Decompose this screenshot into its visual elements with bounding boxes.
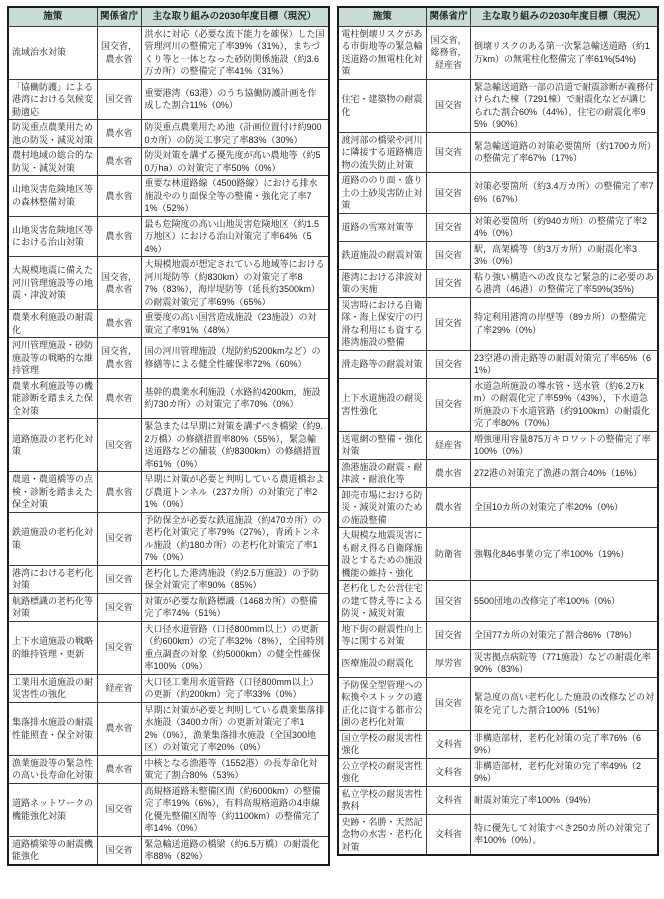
measure-cell: 漁港施設の耐震・耐津波・耐浪化等: [338, 459, 427, 487]
ministry-cell: 国交省: [97, 621, 141, 674]
measure-cell: 鉄道施設の老朽化対策: [8, 512, 97, 565]
table-row: [338, 730, 659, 758]
measure-cell: 送電網の整備・強化対策: [338, 431, 427, 459]
measure-cell: 予防保全型管理への転換やストックの適正化に資する都市公園の老朽化対策: [338, 677, 427, 730]
ministry-cell: 国交省: [97, 593, 141, 621]
measure-cell: 港湾における津波対策の実施: [338, 269, 427, 297]
ministry-cell: 農水省: [427, 459, 471, 487]
table-row: [8, 702, 329, 755]
table-row: [8, 378, 329, 419]
measure-cell: 国立学校の耐災害性強化: [338, 730, 427, 758]
table-row: [338, 378, 659, 431]
target-cell: 対策必要箇所（約940カ所）の整備完了率24%（0%）: [471, 213, 659, 241]
table-row: [8, 338, 329, 379]
target-cell: 重要な林道路線（4500路線）における排水施設やのり面保全等の整備・強化完了率71%（52%）: [141, 176, 329, 217]
measure-cell: 道路ののり面・盛り土の土砂災害防止対策: [338, 173, 427, 214]
table-row: [338, 269, 659, 297]
ministry-cell: 農水省: [97, 702, 141, 755]
table-row: [338, 132, 659, 173]
table-row: [338, 79, 659, 132]
ministry-cell: 農水省: [97, 472, 141, 513]
target-cell: 23空港の滑走路等の耐震対策完了率65%（61%）: [471, 350, 659, 378]
target-cell: 緊急輸送道路一部の沿道で耐震診断が義務付けられた棟（7291棟）で耐震化などが講じられた割合60%（44%），住宅の耐震化率95%（90%）: [471, 79, 659, 132]
ministry-cell: 国交省: [97, 565, 141, 593]
measure-cell: 道路の雪寒対策等: [338, 213, 427, 241]
target-cell: 大口径水道管路（口径800mm以上）の更新（約600km）の完了率32%（8%），全国特別重点調査の対象（約5000km）の健全性確保率100%（0%）: [141, 621, 329, 674]
measure-cell: 「協働防護」による港湾における気候変動適応: [8, 79, 97, 120]
ministry-cell: 農水省: [97, 310, 141, 338]
measure-cell: 史跡・名勝・天然記念物の水害・老朽化対策: [338, 814, 427, 855]
ministry-cell: 国交省: [427, 269, 471, 297]
measure-cell: 卸売市場における防災・減災対策のための施設整備: [338, 487, 427, 528]
table-row: [338, 621, 659, 649]
table-row: [8, 783, 329, 836]
table-row: [8, 419, 329, 472]
table-row: [8, 148, 329, 176]
target-cell: 非構造部材，老朽化対策の完了率49%（29%）: [471, 758, 659, 786]
target-cell: 272港の対策完了漁港の割合40%（16%）: [471, 459, 659, 487]
column-header-ministry: 関係省庁: [427, 7, 471, 26]
table-row: [8, 565, 329, 593]
ministry-cell: 文科省: [427, 814, 471, 855]
table-row: [338, 487, 659, 528]
target-cell: 基幹的農業水利施設（水路約4200km，施設約730カ所）の対策完了率70%（0%）: [141, 378, 329, 419]
measure-cell: 公立学校の耐災害性強化: [338, 758, 427, 786]
target-cell: 全国77カ所の対策完了割合86%（78%）: [471, 621, 659, 649]
ministry-cell: 農水省: [427, 487, 471, 528]
measure-cell: 渡河部の橋梁や河川に隣接する道路構造物の流失防止対策: [338, 132, 427, 173]
table-row: [8, 216, 329, 257]
table-row: [338, 241, 659, 269]
target-cell: 洪水に対応（必要な流下能力を確保）した国管理河川の整備完了率39%（31%），まちづくり等と一体となった砂防関係施設（約3.6万カ所）の整備完了率41%（31%）: [141, 26, 329, 79]
ministry-cell: 農水省: [97, 148, 141, 176]
target-cell: 水道急所施設の導水管・送水管（約6.2万km）の耐震化完了率59%（43%），下水道急所施設の下水道管路（約9100km）の耐震化完了率80%（70%）: [471, 378, 659, 431]
target-cell: 重要度の高い国営造成施設（23施設）の対策完了率91%（48%）: [141, 310, 329, 338]
table-row: [338, 581, 659, 622]
target-cell: 全国10カ所の対策完了率20%（0%）: [471, 487, 659, 528]
measure-cell: 山地災害危険地区等の森林整備対策: [8, 176, 97, 217]
measure-cell: 鉄道施設の耐震対策: [338, 241, 427, 269]
table-row: [8, 674, 329, 702]
target-cell: 対策必要箇所（約3.4万カ所）の整備完了率76%（67%）: [471, 173, 659, 214]
target-cell: 非構造部材，老朽化対策の完了率76%（69%）: [471, 730, 659, 758]
measure-cell: 航路標識の老朽化等対策: [8, 593, 97, 621]
ministry-cell: 国交省: [97, 783, 141, 836]
target-cell: 強靱化846事業の完了率100%（19%）: [471, 528, 659, 581]
measure-cell: 私立学校の耐災害性教科: [338, 786, 427, 814]
table-row: [338, 173, 659, 214]
target-cell: 高規格道路未整備区間（約6000km）の整備完了率19%（6%），有料高規格道路の4車線化優先整備区間等（約1100km）の整備完了率14%（0%）: [141, 783, 329, 836]
ministry-cell: 経産省: [427, 431, 471, 459]
ministry-cell: 国交省，総務省，経産省: [427, 26, 471, 79]
measure-cell: 上下水道施設の耐災害性強化: [338, 378, 427, 431]
measure-cell: 農業水利施設の耐震化: [8, 310, 97, 338]
table-header-row: [338, 7, 659, 26]
ministry-cell: 国交省: [427, 350, 471, 378]
target-cell: 緊急輸送道路の橋梁（約6.5万橋）の耐震化率88%（82%）: [141, 836, 329, 865]
table-row: [338, 786, 659, 814]
ministry-cell: 厚労省: [427, 649, 471, 677]
ministry-cell: 国交省: [427, 677, 471, 730]
column-header-measure: 施策: [8, 7, 97, 26]
measure-cell: 道路橋梁等の耐震機能強化: [8, 836, 97, 865]
ministry-cell: 国交省: [427, 297, 471, 350]
ministry-cell: 国交省: [427, 378, 471, 431]
target-cell: 重要港湾（63港）のうち協働防護計画を作成した割合11%（0%）: [141, 79, 329, 120]
column-header-ministry: 関係省庁: [97, 7, 141, 26]
measure-cell: 災害時における自衛隊・海上保安庁の円滑な利用にも資する港湾施設の整備: [338, 297, 427, 350]
target-cell: 駅，高架橋等（約3万カ所）の耐震化率33%（0%）: [471, 241, 659, 269]
table-row: [338, 649, 659, 677]
ministry-cell: 国交省，農水省: [97, 338, 141, 379]
measure-cell: 上下水道施設の戦略的維持管理・更新: [8, 621, 97, 674]
measure-cell: 道路ネットワークの機能強化対策: [8, 783, 97, 836]
table-row: [8, 593, 329, 621]
target-cell: 特に優先して対策すべき250カ所の対策完了率100%（0%）。: [471, 814, 659, 855]
table-row: [8, 512, 329, 565]
ministry-cell: 国交省，農水省: [97, 257, 141, 310]
ministry-cell: 文科省: [427, 758, 471, 786]
target-cell: 防災対策を講ずる優先度が高い農地等（約50万ha）の対策完了率50%（0%）: [141, 148, 329, 176]
ministry-cell: 農水省: [97, 176, 141, 217]
target-cell: 増強運用容量875万キロワットの整備完了率100%（0%）: [471, 431, 659, 459]
table-row: [338, 431, 659, 459]
table-row: [338, 297, 659, 350]
measure-cell: 滑走路等の耐震対策: [338, 350, 427, 378]
target-cell: 国の河川管理施設（堤防約5200kmなど）の修繕等による健全性確保率72%（60%）: [141, 338, 329, 379]
ministry-cell: 国交省: [427, 241, 471, 269]
measure-cell: 医療施設の耐震化: [338, 649, 427, 677]
ministry-cell: 国交省: [427, 621, 471, 649]
target-cell: 緊急度の高い老朽化した施設の改修などの対策を完了した割合100%（51%）: [471, 677, 659, 730]
measure-cell: 農村地域の総合的な防災・減災対策: [8, 148, 97, 176]
target-cell: 5500団地の改修完了率100%（0%）: [471, 581, 659, 622]
ministry-cell: 防衛省: [427, 528, 471, 581]
table-row: [8, 472, 329, 513]
ministry-cell: 国交省: [427, 213, 471, 241]
table-row: [338, 213, 659, 241]
target-cell: 大口径工業用水道管路（口径800mm以上）の更新（約200km）完了率33%（0%）: [141, 674, 329, 702]
ministry-cell: 農水省: [97, 120, 141, 148]
table-row: [338, 758, 659, 786]
ministry-cell: 国交省: [97, 419, 141, 472]
measure-cell: 道路施設の老朽化対策: [8, 419, 97, 472]
measure-cell: 漁業施設等の緊急性の高い長寿命化対策: [8, 755, 97, 783]
ministry-cell: 国交省: [427, 132, 471, 173]
ministry-cell: 国交省: [427, 581, 471, 622]
ministry-cell: 農水省: [97, 216, 141, 257]
measure-cell: 流域治水対策: [8, 26, 97, 79]
measure-cell: 大規模な地震災害にも耐え得る自衛隊施設とするための施設機能の維持・強化: [338, 528, 427, 581]
measures-table-left: [7, 6, 330, 866]
measure-cell: 農道・農道橋等の点検・診断を踏まえた保全対策: [8, 472, 97, 513]
target-cell: 緊急または早期に対策を講ずべき橋梁（約9.2万橋）の修繕措置率80%（55%），緊急輸送道路などの舗装（約8300km）の修繕措置率61%（0%）: [141, 419, 329, 472]
column-header-measure: 施策: [338, 7, 427, 26]
measure-cell: 河川管理施設・砂防施設等の戦略的な維持管理: [8, 338, 97, 379]
target-cell: 特定利用港湾の岸壁等（89カ所）の整備完了率29%（0%）: [471, 297, 659, 350]
target-cell: 災害拠点病院等（771施設）などの耐震化率90%（83%）: [471, 649, 659, 677]
measure-cell: 山地災害危険地区等における治山対策: [8, 216, 97, 257]
target-cell: 老朽化した港湾施設（約2.5万施設）の予防保全対策完了率90%（85%）: [141, 565, 329, 593]
measures-table-right: [337, 6, 660, 856]
table-row: [8, 310, 329, 338]
target-cell: 中核となる漁港等（1552港）の長寿命化対策完了割合80%（53%）: [141, 755, 329, 783]
ministry-cell: 国交省，農水省: [97, 26, 141, 79]
table-row: [8, 755, 329, 783]
table-row: [8, 120, 329, 148]
table-row: [338, 528, 659, 581]
measure-cell: 地下街の耐震性向上等に関する対策: [338, 621, 427, 649]
ministry-cell: 国交省: [427, 173, 471, 214]
measure-cell: 工業用水道施設の耐災害性の強化: [8, 674, 97, 702]
ministry-cell: 国交省: [97, 512, 141, 565]
table-row: [8, 621, 329, 674]
target-cell: 倒壊リスクのある第一次緊急輸送道路（約1万km）の無電柱化整備完了率61%(54%): [471, 26, 659, 79]
table-row: [338, 677, 659, 730]
target-cell: 大規模地震が想定されている地域等における河川堤防等（約830km）の対策完了率87%（83%），海岸堤防等（延長約3500km）の耐震対策完了率69%（65%）: [141, 257, 329, 310]
table-row: [8, 176, 329, 217]
target-cell: 耐震対策完了率100%（94%）: [471, 786, 659, 814]
ministry-cell: 農水省: [97, 378, 141, 419]
measure-cell: 港湾における老朽化対策: [8, 565, 97, 593]
ministry-cell: 文科省: [427, 730, 471, 758]
measure-cell: 大規模地震に備えた河川管理施設等の地震・津波対策: [8, 257, 97, 310]
target-cell: 防災重点農業用ため池（計画位置付け約9000カ所）の防災工事完了率83%（30%）: [141, 120, 329, 148]
ministry-cell: 国交省: [97, 79, 141, 120]
target-cell: 緊急輸送道路の対策必要箇所（約1700カ所）の整備完了率67%（17%）: [471, 132, 659, 173]
table-row: [8, 836, 329, 865]
measure-cell: 集落排水施設の耐震性能照査・保全対策: [8, 702, 97, 755]
table-row: [338, 814, 659, 855]
table-row: [8, 79, 329, 120]
target-cell: 早期に対策が必要と判明している農業集落排水施設（3400カ所）の更新対策完了率12%（0%），漁業集落排水施設（全国300地区）の対策完了率20%（0%）: [141, 702, 329, 755]
measure-cell: 住宅・建築物の耐震化: [338, 79, 427, 132]
column-header-target: 主な取り組みの2030年度目標（現況）: [141, 7, 329, 26]
ministry-cell: 国交省: [97, 836, 141, 865]
table-row: [338, 350, 659, 378]
table-row: [8, 257, 329, 310]
table-row: [8, 26, 329, 79]
measure-cell: 農業水利施設等の機能診断を踏まえた保全対策: [8, 378, 97, 419]
ministry-cell: 経産省: [97, 674, 141, 702]
target-cell: 対策が必要な航路標識（1468カ所）の整備完了率74%（51%）: [141, 593, 329, 621]
table-row: [338, 26, 659, 79]
target-cell: 最も危険度の高い山地災害危険地区（約1.5万地区）における治山対策完了率64%（54%）: [141, 216, 329, 257]
ministry-cell: 国交省: [427, 79, 471, 132]
column-header-target: 主な取り組みの2030年度目標（現況）: [471, 7, 659, 26]
target-cell: 粘り強い構造への改良など緊急的に必要のある港湾（46港）の整備完了率59%(35%): [471, 269, 659, 297]
ministry-cell: 文科省: [427, 786, 471, 814]
measure-cell: 防災重点農業用ため池の防災・減災対策: [8, 120, 97, 148]
target-cell: 早期に対策が必要と判明している農道橋および農道トンネル（237カ所）の対策完了率21%（0%）: [141, 472, 329, 513]
table-row: [338, 459, 659, 487]
target-cell: 予防保全が必要な鉄道施設（約470カ所）の老朽化対策完了率79%（27%），青函トンネル施設（約180カ所）の老朽化対策完了率17%（0%）: [141, 512, 329, 565]
measure-cell: 老朽化した公営住宅の建て替え等による防災・減災対策: [338, 581, 427, 622]
ministry-cell: 農水省: [97, 755, 141, 783]
table-header-row: [8, 7, 329, 26]
measure-cell: 電柱倒壊リスクがある市街地等の緊急輸送道路の無電柱化対策: [338, 26, 427, 79]
